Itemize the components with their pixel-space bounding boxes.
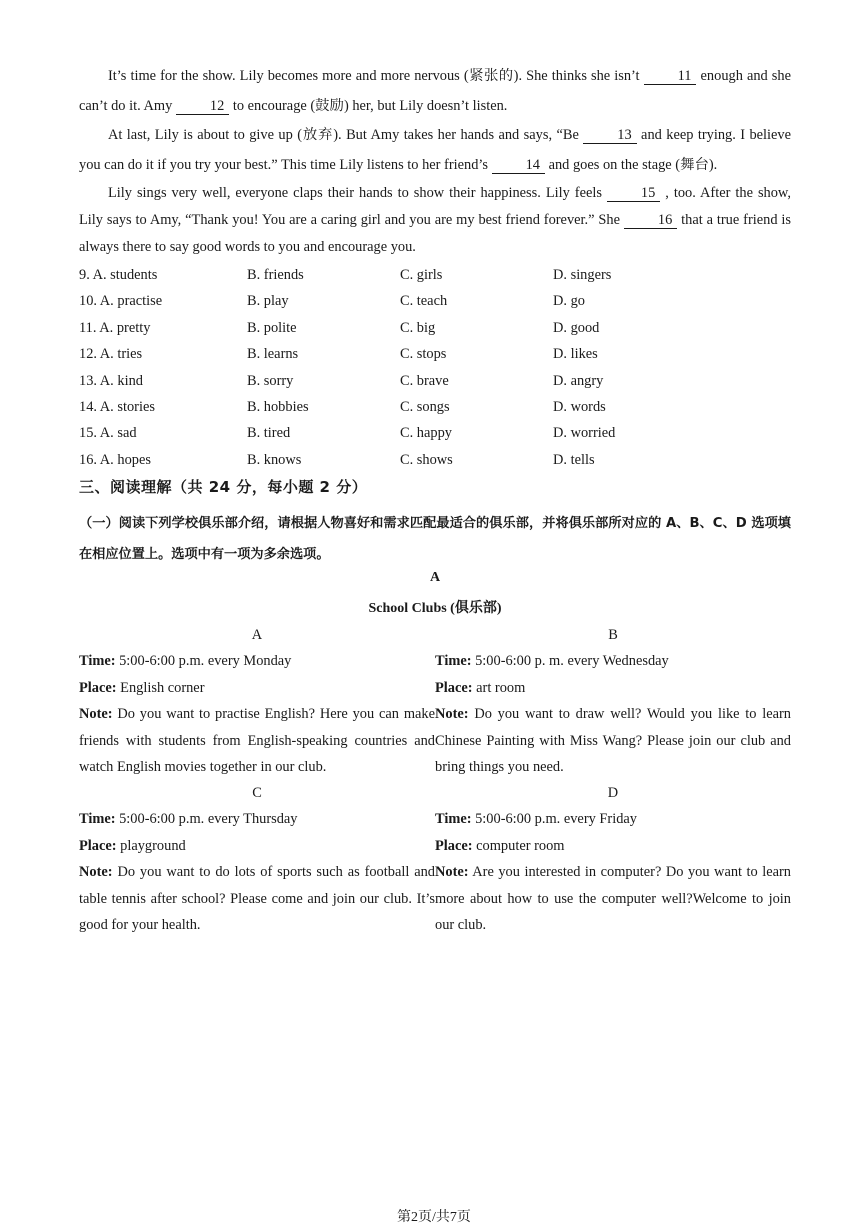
passage-text: and keep trying. I believe you can do it if you try your best.” This time Lily listens to her friend’s — [79, 127, 791, 173]
note-label: Note: — [79, 864, 113, 881]
place-value: computer room — [472, 837, 565, 854]
passage-text: and goes on the stage (舞台). — [545, 156, 718, 173]
time-value: 5:00-6:00 p.m. every Thursday — [115, 811, 298, 828]
option-c: C. brave — [400, 372, 449, 389]
note-value: Do you want to do lots of sports such as football and table tennis after school? Please come and join our club. It’s good for your health. — [79, 864, 435, 934]
option-b: B. play — [247, 293, 289, 310]
option-row — [79, 288, 791, 314]
time-label: Time: — [435, 811, 472, 828]
club-time — [79, 806, 435, 832]
place-label: Place: — [435, 679, 473, 696]
note-value: Do you want to practise English? Here you can make friends with students from English-speaking countries and watch English movies together in our club. — [79, 706, 435, 776]
club-letter: B — [608, 627, 618, 643]
note-label: Note: — [79, 706, 113, 723]
club-c — [79, 780, 435, 938]
passage-text: , too. After the show, Lily says to Amy, “Thank you! You are a caring girl and you are my best friend forever.” She — [79, 185, 791, 228]
passage-paragraph — [79, 121, 791, 180]
option-c: C. girls — [400, 267, 443, 283]
passage — [79, 62, 791, 260]
option-c: C. stops — [400, 346, 447, 363]
option-row — [79, 447, 791, 473]
time-label: Time: — [79, 653, 116, 670]
option-b: B. polite — [247, 319, 297, 336]
option-d: D. good — [553, 319, 600, 336]
club-letter: C — [252, 785, 262, 801]
option-d: D. singers — [553, 267, 612, 283]
place-value: English corner — [116, 679, 205, 696]
option-b: B. hobbies — [247, 398, 309, 415]
passage-text: to encourage (鼓励) her, but Lily doesn’t listen. — [229, 97, 508, 114]
time-value: 5:00-6:00 p. m. every Wednesday — [471, 653, 669, 670]
option-row — [79, 420, 791, 446]
time-label: Time: — [79, 811, 116, 828]
option-c: C. big — [400, 319, 436, 336]
option-d: D. worried — [553, 425, 616, 442]
club-time — [79, 648, 435, 674]
time-value: 5:00-6:00 p.m. every Monday — [115, 653, 292, 670]
passage-paragraph — [79, 62, 791, 121]
option-c: C. happy — [400, 425, 452, 442]
club-b — [435, 622, 791, 780]
club-note — [79, 701, 435, 780]
blank-14: 14 — [492, 157, 545, 174]
option-b: B. sorry — [247, 372, 294, 389]
options-list — [79, 262, 791, 473]
part-letter: A — [429, 570, 441, 585]
club-a — [79, 622, 435, 780]
note-label: Note: — [435, 706, 469, 723]
option-row — [79, 262, 791, 288]
note-value: Do you want to draw well? Would you like to learn Chinese Painting with Miss Wang? Please join our club and bring things you need. — [435, 706, 791, 776]
blank-13: 13 — [583, 127, 636, 144]
option-a: 9. A. students — [79, 267, 158, 283]
passage-text: enough and she can’t do it. Amy — [79, 68, 791, 114]
option-a: 14. A. stories — [79, 398, 155, 415]
club-place — [435, 833, 791, 859]
club-place — [79, 675, 435, 701]
passage-text: Lily sings very well, everyone claps their hands to show their happiness. Lily feels — [108, 185, 607, 202]
passage-text: At last, Lily is about to give up (放弃). But Amy takes her hands and says, “Be — [108, 127, 584, 144]
option-row — [79, 315, 791, 341]
option-c: C. shows — [400, 451, 453, 468]
option-c: C. songs — [400, 398, 450, 415]
note-value: Are you interested in computer? Do you want to learn more about how to use the computer well?Welcome to join our club. — [435, 864, 791, 934]
club-time — [435, 806, 791, 832]
blank-15: 15 — [607, 185, 660, 202]
option-a: 15. A. sad — [79, 425, 137, 442]
option-d: D. tells — [553, 451, 595, 468]
club-place — [79, 833, 435, 859]
blank-11: 11 — [644, 68, 697, 85]
blank-12: 12 — [176, 98, 229, 115]
part-title: School Clubs (俱乐部) — [368, 601, 502, 616]
option-b: B. knows — [247, 451, 302, 468]
page-footer: 第2页/共7页 — [397, 1210, 471, 1225]
place-label: Place: — [79, 679, 117, 696]
option-b: B. friends — [247, 267, 304, 283]
option-a: 13. A. kind — [79, 372, 143, 389]
club-d — [435, 780, 791, 938]
place-value: playground — [116, 837, 186, 854]
option-d: D. go — [553, 293, 585, 310]
place-value: art room — [472, 679, 526, 696]
option-b: B. tired — [247, 425, 291, 442]
club-place — [435, 675, 791, 701]
passage-paragraph — [79, 180, 791, 260]
option-d: D. words — [553, 398, 606, 415]
passage-text: It’s time for the show. Lily becomes more and more nervous (紧张的). She thinks she isn’t — [108, 68, 644, 84]
option-d: D. angry — [553, 372, 604, 389]
option-row — [79, 394, 791, 420]
option-b: B. learns — [247, 346, 299, 363]
club-note — [435, 701, 791, 780]
blank-16: 16 — [624, 212, 677, 229]
time-value: 5:00-6:00 p.m. every Friday — [471, 811, 637, 828]
club-note — [79, 859, 435, 938]
club-letter: D — [607, 785, 619, 801]
option-a: 11. A. pretty — [79, 319, 151, 336]
option-row — [79, 368, 791, 394]
club-time — [435, 648, 791, 674]
place-label: Place: — [435, 837, 473, 854]
option-a: 10. A. practise — [79, 293, 163, 310]
note-label: Note: — [435, 864, 469, 881]
club-note — [435, 859, 791, 938]
club-letter: A — [251, 627, 263, 643]
place-label: Place: — [79, 837, 117, 854]
option-a: 16. A. hopes — [79, 451, 151, 468]
option-a: 12. A. tries — [79, 346, 143, 363]
option-c: C. teach — [400, 293, 448, 310]
option-d: D. likes — [553, 346, 598, 363]
option-row — [79, 341, 791, 367]
time-label: Time: — [435, 653, 472, 670]
section-title: 三、阅读理解（共 24 分，每小题 2 分） — [79, 478, 368, 496]
passage-text: that a true friend is always there to say good words to you and encourage you. — [79, 211, 791, 255]
section-instruction: （一）阅读下列学校俱乐部介绍，请根据人物喜好和需求匹配最适合的俱乐部，并将俱乐部所对应的 A、B、C、D 选项填在相应位置上。选项中有一项为多余选项。 — [79, 516, 791, 562]
